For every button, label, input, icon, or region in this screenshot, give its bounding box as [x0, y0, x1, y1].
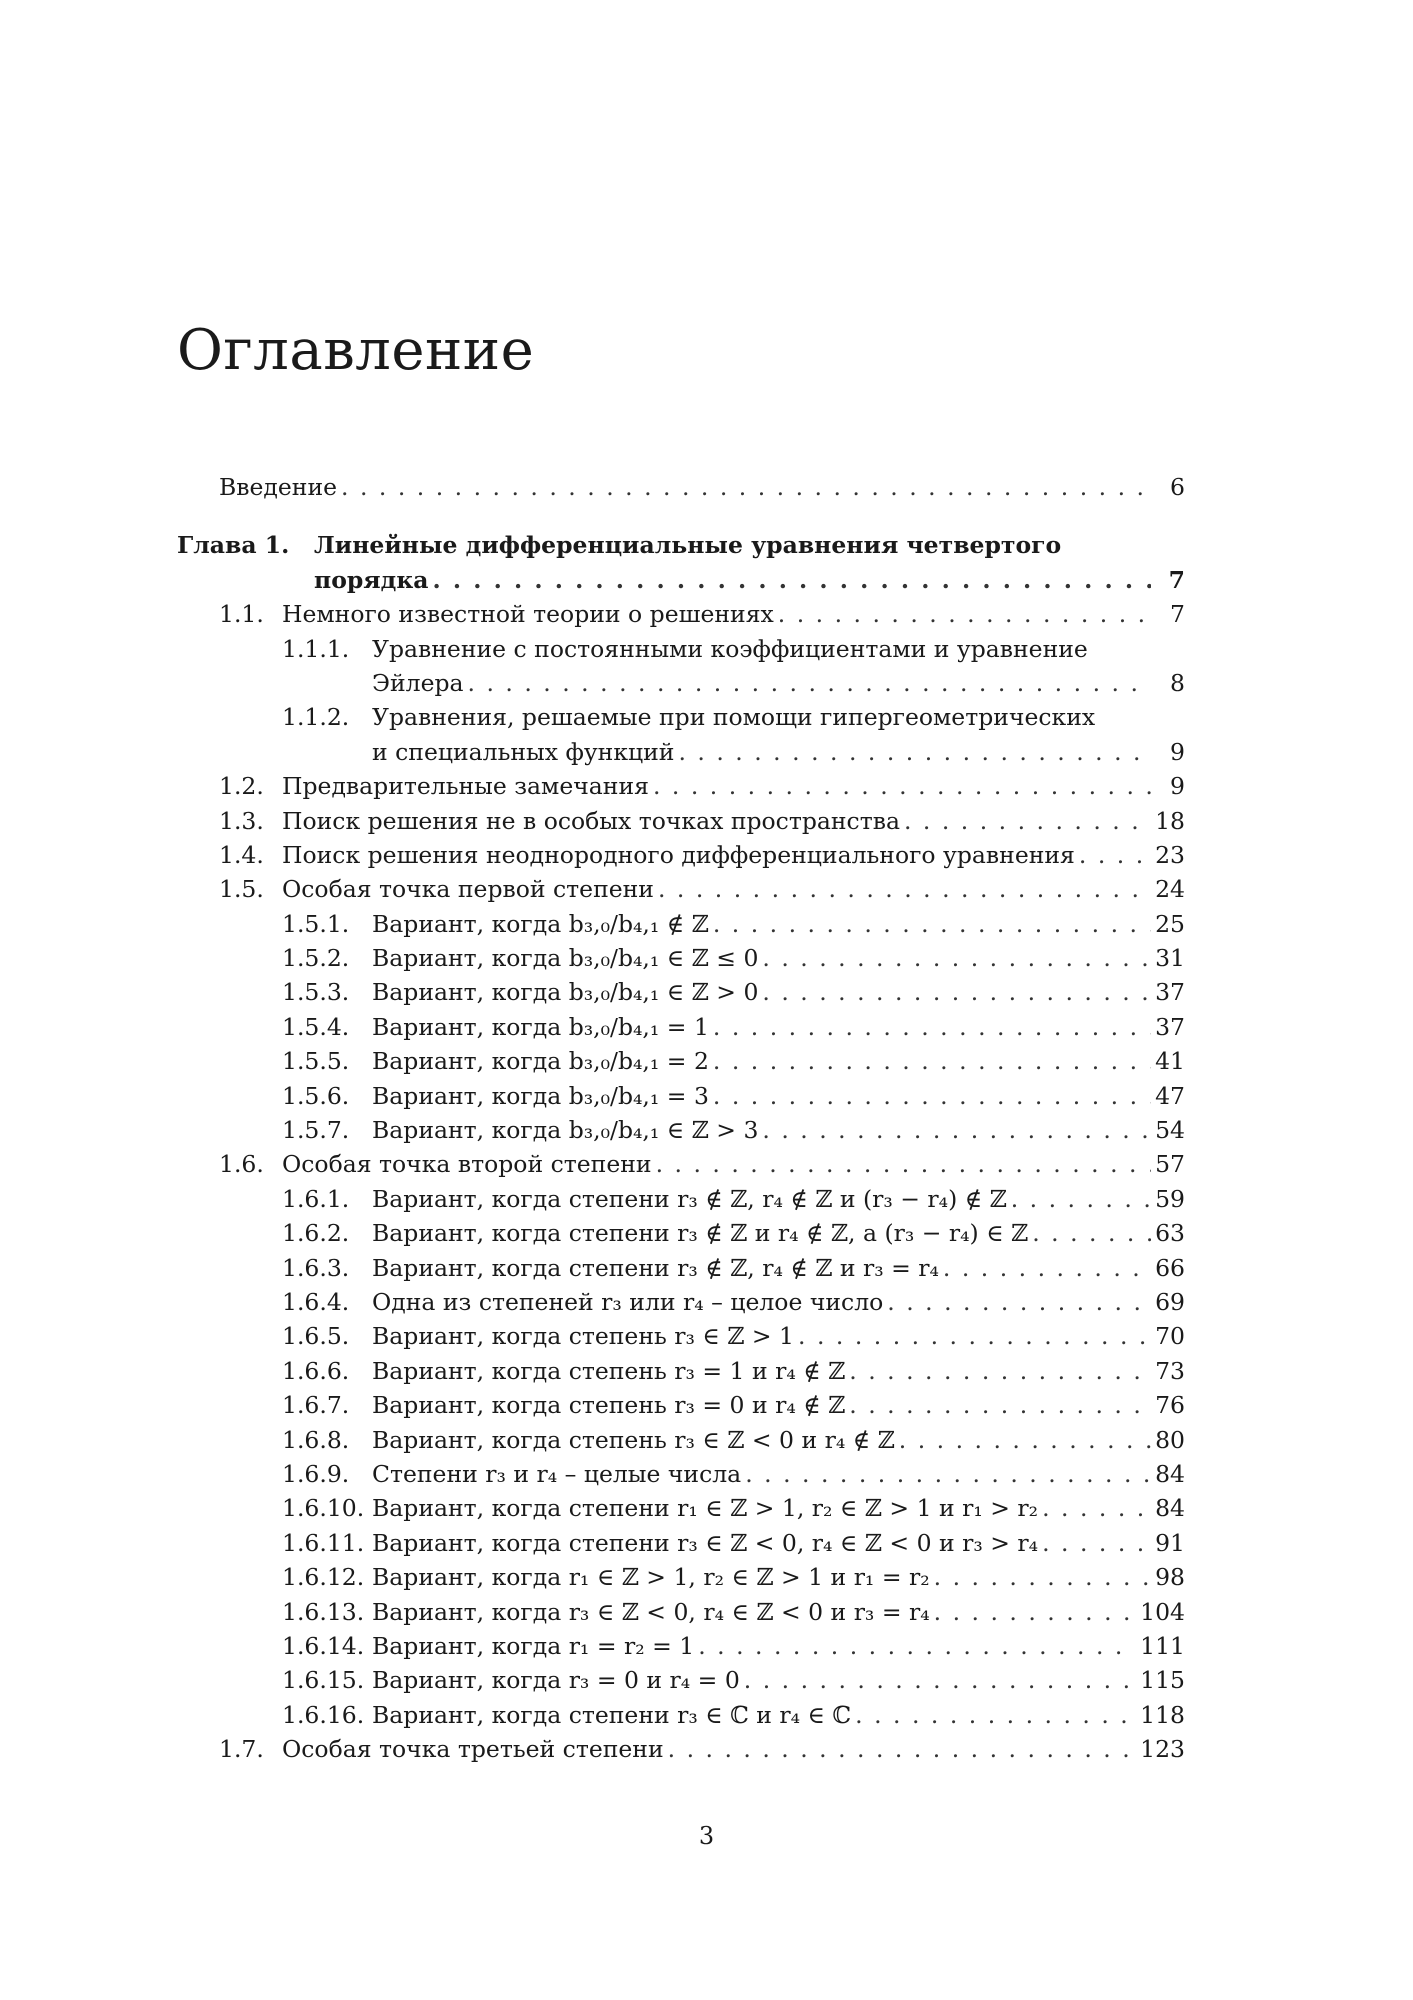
- toc-entry-number: 1.5.2.: [282, 944, 350, 973]
- toc-entry-text: Уравнение с постоянными коэффициентами и уравнение: [372, 634, 1088, 663]
- leader-dots: [713, 1044, 1151, 1078]
- toc-entry[interactable]: [177, 975, 1185, 1009]
- toc-entry[interactable]: [177, 804, 1185, 838]
- toc-entry[interactable]: [177, 1010, 1185, 1044]
- toc-entry-number: 1.6.1.: [282, 1184, 350, 1213]
- toc-entry-number: 1.6.8.: [282, 1425, 350, 1454]
- leader-dots: [855, 1698, 1136, 1732]
- toc-entry[interactable]: [177, 1147, 1185, 1181]
- toc-entry-number: 1.6.16.: [282, 1700, 365, 1729]
- toc-entry-page: 104: [1140, 1597, 1185, 1626]
- toc-entry[interactable]: [177, 1595, 1185, 1629]
- leader-dots: [1042, 1526, 1151, 1560]
- toc-entry-number: 1.6.12.: [282, 1563, 365, 1592]
- toc-entry[interactable]: [177, 632, 1185, 666]
- toc-entry-page: 76: [1155, 1391, 1185, 1420]
- toc-entry-number: 1.6.11.: [282, 1528, 365, 1557]
- toc-entry-number: 1.6.10.: [282, 1494, 365, 1523]
- toc-entry[interactable]: [177, 1182, 1185, 1216]
- toc-entry[interactable]: [177, 1732, 1185, 1766]
- toc-entry-number: 1.1.2.: [282, 703, 350, 732]
- toc-entry-number: 1.5.6.: [282, 1081, 350, 1110]
- toc-entry-text: Вариант, когда b₃,₀/b₄,₁ ∉ ℤ: [372, 909, 709, 938]
- leader-dots: [1011, 1182, 1151, 1216]
- toc-entry[interactable]: [177, 769, 1185, 803]
- toc-entry[interactable]: [177, 1457, 1185, 1491]
- chapter-number: Глава 1.: [177, 531, 290, 560]
- toc-entry-page: 70: [1155, 1322, 1185, 1351]
- toc-entry-page: 63: [1155, 1219, 1185, 1248]
- toc-entry-page: 66: [1155, 1253, 1185, 1282]
- toc-entry-page: 6: [1170, 473, 1185, 501]
- toc-entry-text: Одна из степеней r₃ или r₄ – целое число: [372, 1287, 884, 1316]
- toc-entry-page: 23: [1155, 840, 1185, 869]
- leader-dots: [713, 1010, 1151, 1044]
- leader-dots: [762, 941, 1151, 975]
- toc-entry[interactable]: [177, 872, 1185, 906]
- toc-entry-page: 84: [1155, 1494, 1185, 1523]
- toc-entry-text: Вариант, когда r₃ ∈ ℤ < 0, r₄ ∈ ℤ < 0 и r₃ = r₄: [372, 1597, 930, 1626]
- toc-entry-text: Особая точка первой степени: [282, 875, 654, 904]
- leader-dots: [849, 1388, 1151, 1422]
- toc-entry-page: 59: [1155, 1184, 1185, 1213]
- toc-entry-page: 98: [1155, 1563, 1185, 1592]
- toc-entry-text: Особая точка третьей степени: [282, 1735, 664, 1764]
- toc-entry-page: 57: [1155, 1150, 1185, 1179]
- toc-entry[interactable]: [177, 1216, 1185, 1250]
- toc-chapter-1-cont[interactable]: [177, 563, 1185, 597]
- toc-entry-text: Введение: [219, 473, 338, 501]
- toc-entry[interactable]: [177, 1319, 1185, 1353]
- toc-entry[interactable]: [177, 1491, 1185, 1525]
- toc-entry-text: Особая точка второй степени: [282, 1150, 652, 1179]
- toc-entry-text: Вариант, когда степени r₃ ∉ ℤ, r₄ ∉ ℤ и (r₃ − r₄) ∉ ℤ: [372, 1184, 1007, 1213]
- toc-entry-text: Вариант, когда степени r₃ ∈ ℤ < 0, r₄ ∈ ℤ < 0 и r₃ > r₄: [372, 1528, 1039, 1557]
- toc-entry[interactable]: [177, 1560, 1185, 1594]
- toc-entry-text: Вариант, когда степени r₃ ∈ ℂ и r₄ ∈ ℂ: [372, 1700, 852, 1729]
- toc-entry-intro[interactable]: [177, 470, 1185, 504]
- toc-entry-text: Вариант, когда степень r₃ ∈ ℤ < 0 и r₄ ∉ ℤ: [372, 1425, 895, 1454]
- toc-entry-page: 7: [1170, 600, 1185, 629]
- toc-entry-text: Вариант, когда степень r₃ = 0 и r₄ ∉ ℤ: [372, 1391, 846, 1420]
- toc-entry-number: 1.6.2.: [282, 1219, 350, 1248]
- leader-dots: [468, 666, 1151, 700]
- toc-entry[interactable]: [177, 838, 1185, 872]
- toc-entry-number: 1.3.: [219, 806, 264, 835]
- page-number: 3: [698, 1822, 715, 1850]
- toc-entry-text: Вариант, когда степень r₃ ∈ ℤ > 1: [372, 1322, 794, 1351]
- toc-entry-text: Вариант, когда b₃,₀/b₄,₁ = 1: [372, 1012, 709, 1041]
- toc-entry-number: 1.1.1.: [282, 634, 350, 663]
- toc-entry-page: 54: [1155, 1116, 1185, 1145]
- toc-entry-page: 111: [1140, 1631, 1185, 1660]
- leader-dots: [433, 563, 1151, 597]
- leader-dots: [745, 1457, 1151, 1491]
- leader-dots: [899, 1423, 1151, 1457]
- toc-entry-text: Вариант, когда степени r₃ ∉ ℤ, r₄ ∉ ℤ и r₃ = r₄: [372, 1253, 939, 1282]
- chapter-title-line1: Линейные дифференциальные уравнения четвертого: [314, 531, 1062, 560]
- toc-entry-number: 1.5.7.: [282, 1116, 350, 1145]
- toc-entry-page: 80: [1155, 1425, 1185, 1454]
- toc-entry-page: 25: [1155, 909, 1185, 938]
- leader-dots: [1042, 1491, 1151, 1525]
- toc-entry-page: 84: [1155, 1459, 1185, 1488]
- toc-entry-text: Вариант, когда степень r₃ = 1 и r₄ ∉ ℤ: [372, 1356, 846, 1385]
- leader-dots: [1032, 1216, 1151, 1250]
- leader-dots: [798, 1319, 1151, 1353]
- toc-entry-number: 1.6.13.: [282, 1597, 365, 1626]
- toc-entry-page: 123: [1140, 1735, 1185, 1764]
- toc-entry-text: Вариант, когда степени r₁ ∈ ℤ > 1, r₂ ∈ ℤ > 1 и r₁ > r₂: [372, 1494, 1039, 1523]
- leader-dots: [668, 1732, 1137, 1766]
- toc-chapter-1[interactable]: [177, 528, 1185, 562]
- toc-entry-page: 73: [1155, 1356, 1185, 1385]
- toc-entry-number: 1.6.9.: [282, 1459, 350, 1488]
- leader-dots: [778, 597, 1151, 631]
- toc-entry[interactable]: [177, 907, 1185, 941]
- leader-dots: [762, 1113, 1151, 1147]
- leader-dots: [744, 1663, 1136, 1697]
- toc-entry-page: 9: [1170, 737, 1185, 766]
- toc-entry[interactable]: [177, 1285, 1185, 1319]
- toc-entry-page: 37: [1155, 1012, 1185, 1041]
- toc-entry-page: 24: [1155, 875, 1185, 904]
- toc-entry-text: Немного известной теории о решениях: [282, 600, 774, 629]
- toc-entry-page: 7: [1168, 565, 1185, 594]
- toc-entry[interactable]: [177, 1629, 1185, 1663]
- toc-entry-number: 1.5.3.: [282, 978, 350, 1007]
- toc-entry-number: 1.5.4.: [282, 1012, 350, 1041]
- toc-entry-number: 1.6.6.: [282, 1356, 350, 1385]
- leader-dots: [934, 1560, 1151, 1594]
- toc-entry[interactable]: [177, 1044, 1185, 1078]
- toc-entry-number: 1.5.5.: [282, 1047, 350, 1076]
- toc-entry-number: 1.7.: [219, 1735, 264, 1764]
- toc-entry-text: Вариант, когда b₃,₀/b₄,₁ = 3: [372, 1081, 709, 1110]
- toc-entry-page: 31: [1155, 944, 1185, 973]
- leader-dots: [762, 975, 1151, 1009]
- leader-dots: [678, 735, 1151, 769]
- toc-entry[interactable]: [177, 1423, 1185, 1457]
- table-of-contents: [177, 470, 1185, 1766]
- toc-entry-cont[interactable]: [177, 666, 1185, 700]
- toc-entry-text: Вариант, когда b₃,₀/b₄,₁ ∈ ℤ > 0: [372, 978, 759, 1007]
- toc-entry-number: 1.5.: [219, 875, 264, 904]
- toc-entry[interactable]: [177, 1354, 1185, 1388]
- toc-entry-page: 115: [1140, 1666, 1185, 1695]
- toc-entry-page: 118: [1140, 1700, 1185, 1729]
- toc-entry-page: 47: [1155, 1081, 1185, 1110]
- toc-entry-page: 9: [1170, 772, 1185, 801]
- leader-dots: [341, 470, 1151, 504]
- page-title: Оглавление: [177, 318, 535, 383]
- toc-entry-number: 1.4.: [219, 840, 264, 869]
- toc-entry[interactable]: [177, 1113, 1185, 1147]
- toc-entry-number: 1.6.: [219, 1150, 264, 1179]
- toc-entry-page: 91: [1155, 1528, 1185, 1557]
- leader-dots: [713, 1079, 1151, 1113]
- toc-entry-text: Вариант, когда r₃ = 0 и r₄ = 0: [372, 1666, 740, 1695]
- toc-entry-number: 1.6.15.: [282, 1666, 365, 1695]
- toc-entry-text: Вариант, когда b₃,₀/b₄,₁ = 2: [372, 1047, 709, 1076]
- leader-dots: [849, 1354, 1151, 1388]
- toc-entry-number: 1.6.4.: [282, 1287, 350, 1316]
- leader-dots: [658, 872, 1151, 906]
- toc-entry-number: 1.6.3.: [282, 1253, 350, 1282]
- toc-entry-text: Вариант, когда r₁ ∈ ℤ > 1, r₂ ∈ ℤ > 1 и r₁ = r₂: [372, 1563, 930, 1592]
- toc-entry-number: 1.1.: [219, 600, 264, 629]
- leader-dots: [904, 804, 1151, 838]
- leader-dots: [943, 1251, 1151, 1285]
- toc-entry-text: Вариант, когда r₁ = r₂ = 1: [372, 1631, 695, 1660]
- toc-entry-text: Эйлера: [372, 668, 464, 697]
- leader-dots: [1079, 838, 1151, 872]
- leader-dots: [653, 769, 1151, 803]
- leader-dots: [698, 1629, 1136, 1663]
- toc-entry-text: Вариант, когда b₃,₀/b₄,₁ ∈ ℤ ≤ 0: [372, 944, 759, 973]
- leader-dots: [887, 1285, 1151, 1319]
- leader-dots: [656, 1147, 1151, 1181]
- toc-entry-number: 1.2.: [219, 772, 264, 801]
- toc-entry-text: Поиск решения не в особых точках пространства: [282, 806, 900, 835]
- toc-entry[interactable]: [177, 1526, 1185, 1560]
- toc-entry-page: 18: [1155, 806, 1185, 835]
- toc-entry[interactable]: [177, 1251, 1185, 1285]
- toc-entry-cont[interactable]: [177, 735, 1185, 769]
- leader-dots: [713, 907, 1151, 941]
- toc-entry-page: 37: [1155, 978, 1185, 1007]
- toc-entry-text: и специальных функций: [372, 737, 675, 766]
- leader-dots: [934, 1595, 1137, 1629]
- toc-entry-text: Вариант, когда b₃,₀/b₄,₁ ∈ ℤ > 3: [372, 1116, 759, 1145]
- toc-entry-text: Степени r₃ и r₄ – целые числа: [372, 1459, 742, 1488]
- chapter-title-line2: порядка: [314, 565, 429, 594]
- toc-entry-page: 69: [1155, 1287, 1185, 1316]
- toc-entry[interactable]: [177, 941, 1185, 975]
- toc-entry-number: 1.6.7.: [282, 1391, 350, 1420]
- toc-entry-number: 1.6.5.: [282, 1322, 350, 1351]
- toc-entry-text: Уравнения, решаемые при помощи гипергеометрических: [372, 703, 1096, 732]
- toc-entry-text: Поиск решения неоднородного дифференциального уравнения: [282, 840, 1075, 869]
- toc-entry[interactable]: [177, 1388, 1185, 1422]
- toc-entry[interactable]: [177, 597, 1185, 631]
- toc-entry-page: 41: [1155, 1047, 1185, 1076]
- toc-entry-text: Вариант, когда степени r₃ ∉ ℤ и r₄ ∉ ℤ, а (r₃ − r₄) ∈ ℤ: [372, 1219, 1029, 1248]
- toc-entry[interactable]: [177, 1663, 1185, 1697]
- toc-entry[interactable]: [177, 1698, 1185, 1732]
- toc-entry-number: 1.5.1.: [282, 909, 350, 938]
- toc-entry-text: Предварительные замечания: [282, 772, 649, 801]
- toc-entry-number: 1.6.14.: [282, 1631, 365, 1660]
- toc-entry[interactable]: [177, 700, 1185, 734]
- toc-entry-page: 8: [1170, 668, 1185, 697]
- toc-entry[interactable]: [177, 1079, 1185, 1113]
